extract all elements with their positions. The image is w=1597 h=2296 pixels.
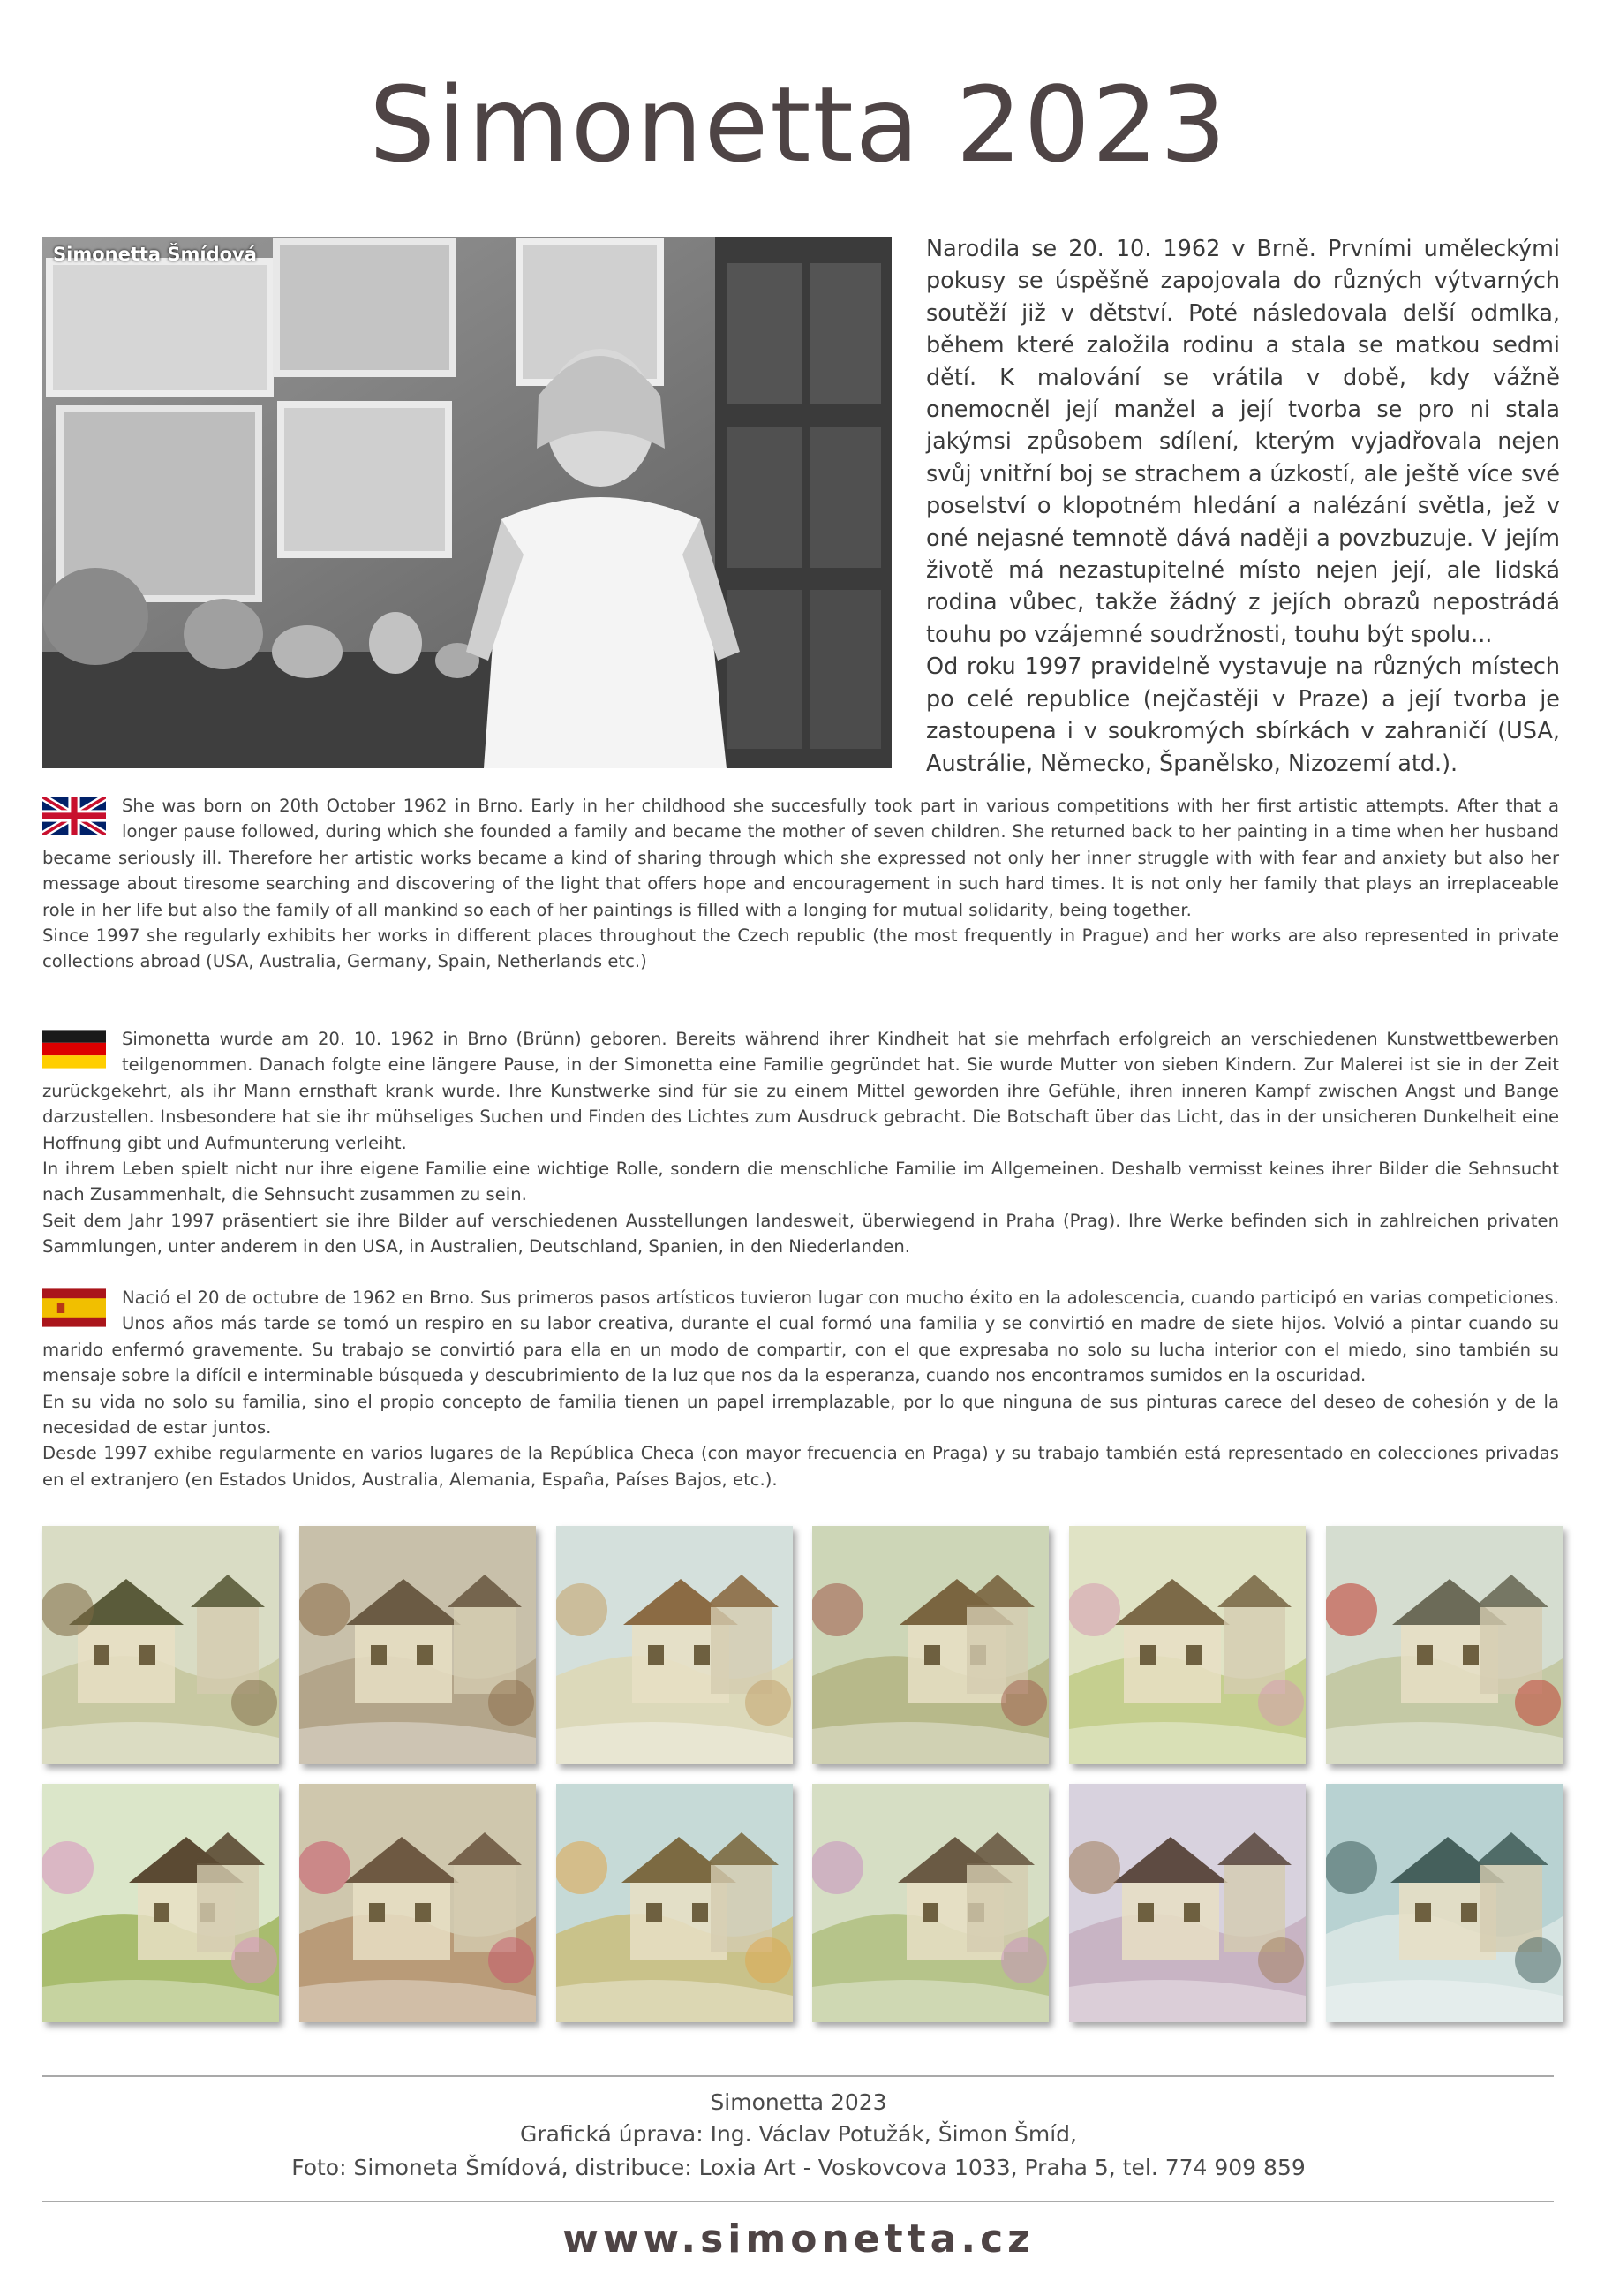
painting-12 (1326, 1784, 1563, 2022)
spanish-paragraph: En su vida no solo su familia, sino el propio concepto de familia tienen un papel irremplazable, por lo que ninguna de sus pinturas carece del deseo de cohesión y de la necesidad de estar juntos. (42, 1391, 1559, 1439)
footer-divider (42, 2201, 1554, 2202)
painting-8 (299, 1784, 536, 2022)
painting-5 (1069, 1526, 1306, 1764)
spanish-paragraph: Desde 1997 exhibe regularmente en varios lugares de la República Checa (con mayor frecuencia en Praga) y su trabajo también está representado en colecciones privadas en el extranjero (en Estados Unidos, Australia, Alemania, España, Países Bajos, etc.). (42, 1443, 1559, 1490)
footer-contact: Foto: Simoneta Šmídová, distribuce: Loxia Art - Voskovcova 1033, Praha 5, tel. 774 909 859 (291, 2155, 1306, 2180)
painting-9 (556, 1784, 793, 2022)
artist-photo (42, 237, 892, 768)
spanish-paragraph: Nació el 20 de octubre de 1962 en Brno. Sus primeros pasos artísticos tuvieron lugar con mucho éxito en la adolescencia, cuando participó en varias competiciones. Unos años más tarde se tomó un respiro en su labor creativa, durante el cual formó una familia y se convirtió en madre de siete hijos. Volvió a pintar cuando su marido enfermó gravemente. Su trabajo se convirtió para ella en un modo de compartir, con el que expresaba no solo su lucha interior con el miedo, sino también su mensaje sobre la difícil e interminable búsqueda y descubrimiento de la luz que nos da la esperanza, cuando nos encontramos sumidos en la oscuridad. (42, 1288, 1559, 1386)
german-paragraph: In ihrem Leben spielt nicht nur ihre eigene Familie eine wichtige Rolle, sondern die menschliche Familie im Allgemeinen. Deshalb vermisst keines ihrer Bilder die Sehnsucht nach Zusammenhalt, die Sehnsucht zusammen zu sein. (42, 1159, 1559, 1205)
footer-title: Simonetta 2023 (710, 2089, 887, 2115)
painting-7 (42, 1784, 279, 2022)
german-paragraph: Simonetta wurde am 20. 10. 1962 in Brno (Brünn) geboren. Bereits während ihrer Kindheit hat sie mehrfach erfolgreich an verschiedenen Kunstwettbewerben teilgenommen. Danach folgte eine längere Pause, in der Simonetta eine Familie gegründet hat. Sie wurde Mutter von sieben Kindern. Zur Malerei ist sie in der Zeit zurückgekehrt, als ihr Mann ernsthaft krank wurde. Ihre Kunstwerke sind für sie zu einem Mittel geworden ihre Gefühle, ihren inneren Kampf zwischen Angst und Bange darzustellen. Insbesondere hat sie ihr mühseliges Suchen und Finden des Lichtes zum Ausdruck gebracht. Die Botschaft über das Licht, das in der unsicheren Dunkelheit eine Hoffnung gibt und Aufmunterung verleiht. (42, 1029, 1559, 1153)
spanish-section (42, 1285, 1559, 1492)
czech-biography (926, 233, 1560, 780)
painting-4 (812, 1526, 1049, 1764)
painting-11 (1069, 1784, 1306, 2022)
footer-credits: Grafická úprava: Ing. Václav Potužák, Šimon Šmíd, (520, 2121, 1077, 2147)
german-section (42, 1026, 1559, 1260)
painting-6 (1326, 1526, 1563, 1764)
photo-caption: Simonetta Šmídová (53, 244, 257, 265)
painting-10 (812, 1784, 1049, 2022)
english-section (42, 793, 1559, 975)
painting-3 (556, 1526, 793, 1764)
painting-2 (299, 1526, 536, 1764)
footer-divider (42, 2075, 1554, 2077)
page-title: Simonetta 2023 (369, 64, 1228, 185)
english-paragraph: Since 1997 she regularly exhibits her works in different places throughout the Czech republic (the most frequently in Prague) and her works are also represented in private collections abroad (USA, Australia, Germany, Spain, Netherlands etc.) (42, 925, 1559, 972)
website-link[interactable]: www.simonetta.cz (562, 2217, 1035, 2262)
english-paragraph: She was born on 20th October 1962 in Brno. Early in her childhood she succesfully took part in various competitions with her first artistic attempts. After that a longer pause followed, during which she founded a family and became the mother of seven children. She returned back to her painting in a time when her husband became seriously ill. Therefore her artistic works became a kind of sharing through which she expressed not only her inner struggle with with fear and anxiety but also her message about tiresome searching and discovering of the light that offers hope and encouragement in such hard times. It is not only her family that plays an irreplaceable role in her life but also the family of all mankind so each of her paintings is filled with a longing for mutual solidarity, being together. (42, 796, 1559, 920)
painting-1 (42, 1526, 279, 1764)
czech-bio-paragraph: Od roku 1997 pravidelně vystavuje na různých místech po celé republice (nejčastěji v Praze) a její tvorba je zastoupena i v soukromých sbírkách v zahraničí (USA, Austrálie, Německo, Španělsko, Nizozemí atd.). (926, 653, 1560, 777)
german-paragraph: Seit dem Jahr 1997 präsentiert sie ihre Bilder auf verschiedenen Ausstellungen landesweit, überwiegend in Praha (Prag). Ihre Werke befinden sich in zahlreichen privaten Sammlungen, unter anderem in den USA, in Australien, Deutschland, Spanien, in den Niederlanden. (42, 1210, 1559, 1258)
germany-flag-icon (42, 1030, 106, 1069)
czech-bio-paragraph: Narodila se 20. 10. 1962 v Brně. Prvními uměleckými pokusy se úspěšně zapojovala do různých výtvarných soutěží již v dětství. Poté následovala delší odmlka, během které založila rodinu a stala se matkou sedmi dětí. K malování se vrátila v době, kdy vážně onemocněl její manžel a její tvorba se pro ni stala jakýmsi způsobem sdílení, kterým vyjadřovala nejen svůj vnitřní boj se strachem a úzkostí, ale ještě více své poselství o klopotném hledání a nalézání světla, jež v oné nejasné temnotě dává naději a povzbuzuje. V jejím životě má nezastupitelné místo nejen její, ale lidská rodina vůbec, takže žádný z jejích obrazů nepostrádá touhu po vzájemné soudržnosti, touhu být spolu... (926, 236, 1560, 648)
uk-flag-icon (42, 797, 106, 835)
spain-flag-icon (42, 1288, 106, 1327)
